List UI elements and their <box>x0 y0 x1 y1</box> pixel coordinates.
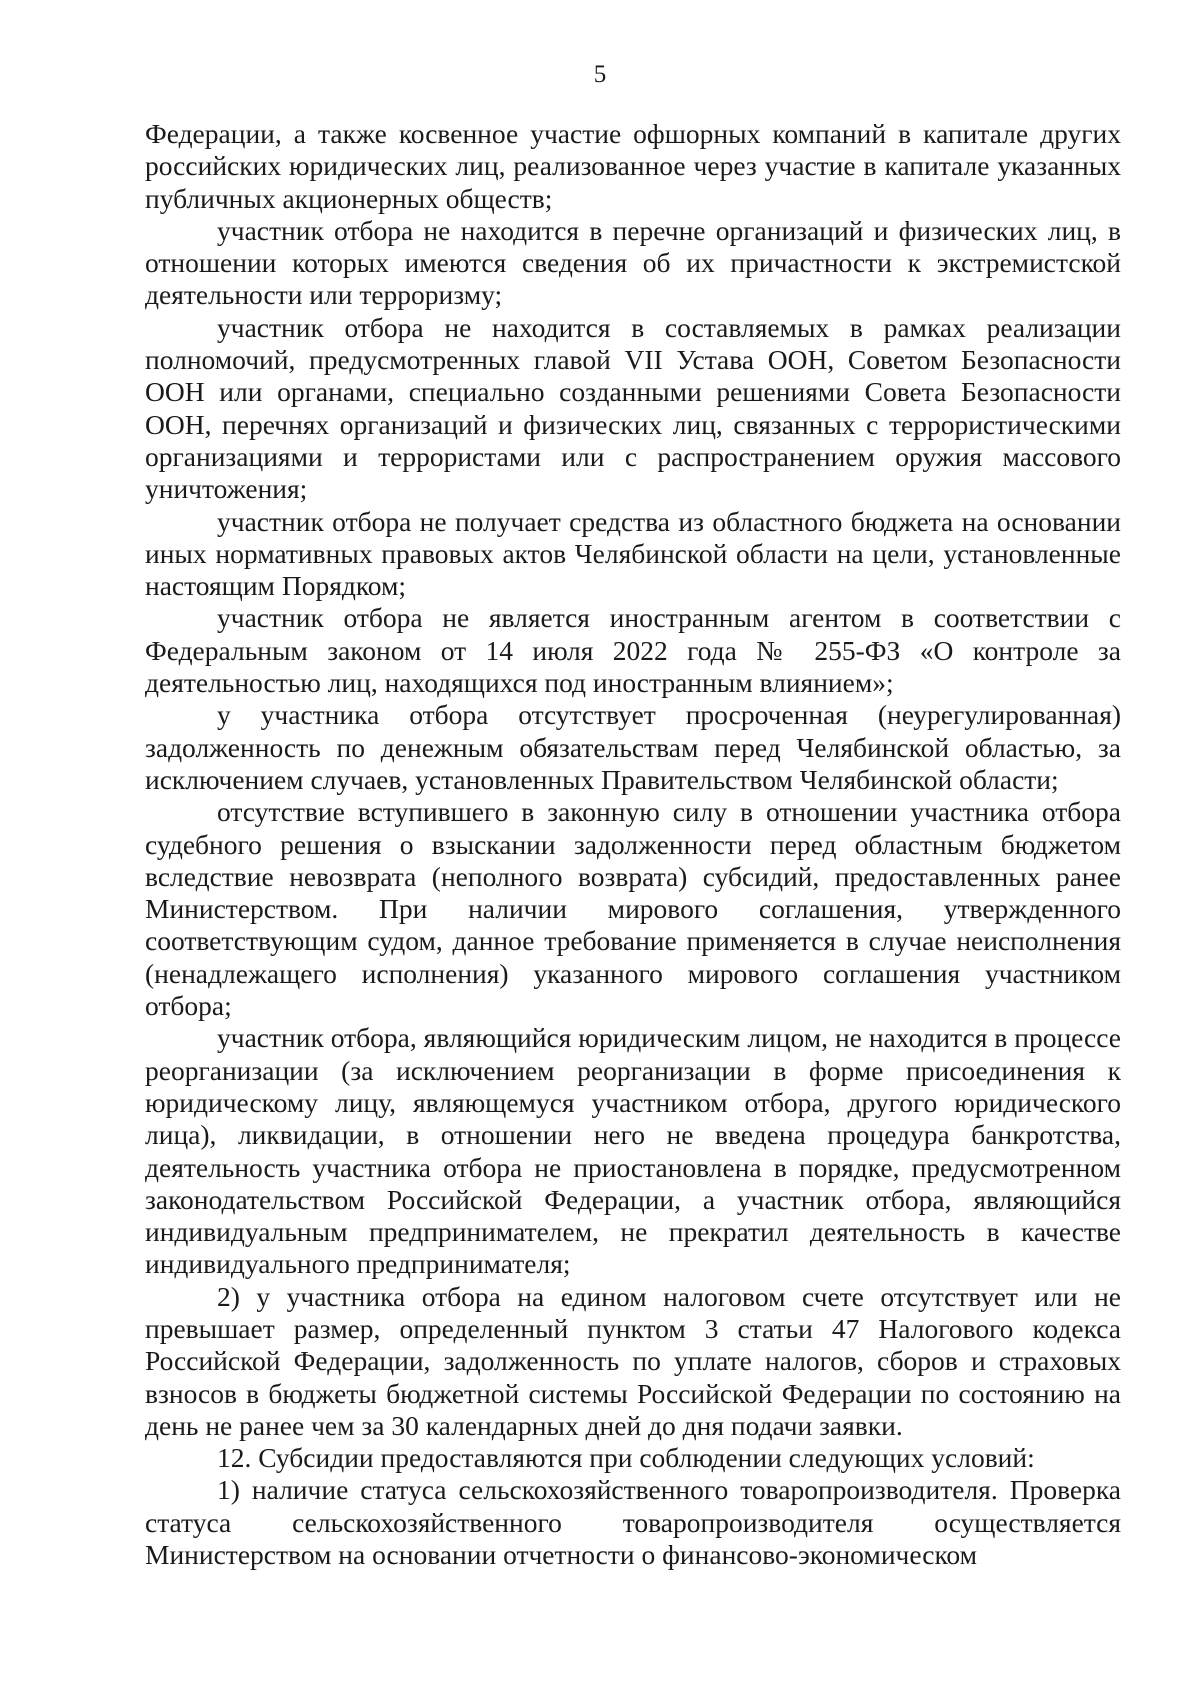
paragraph-court-decision: отсутствие вступившего в законную силу в отношении участника отбора судебного решения о взыскании задолженности перед областным бюджетом вследствие невозврата (неполного возврата) субсидий, предоставленных ранее Министерством. При наличии мирового соглашения, утвержденного соответствующим судом, данное требование применяется в случае неисполнения (ненадлежащего исполнения) указанного мирового соглашения участником отбора; <box>145 796 1121 1022</box>
paragraph-extremism-list: участник отбора не находится в перечне организаций и физических лиц, в отношении которых имеются сведения об их причастности к экстремистской деятельности или терроризму; <box>145 214 1121 311</box>
paragraph-regional-budget-funds: участник отбора не получает средства из областного бюджета на основании иных нормативных правовых актов Челябинской области на цели, установленные настоящим Порядком; <box>145 505 1121 602</box>
paragraph-section-12: 12. Субсидии предоставляются при соблюдении следующих условий: <box>217 1442 1035 1474</box>
page-number: 5 <box>593 61 607 88</box>
paragraph-reorganization: участник отбора, являющийся юридическим лицом, не находится в процессе реорганизации (за исключением реорганизации в форме присоединения к юридическому лицу, являющемуся участником отбора, другого юридического лица), ликвидации, в отношении него не введена процедура банкротства, деятельность участника отбора не приостановлена в порядке, предусмотренном законодательством Российской Федерации, а участник отбора, являющийся индивидуальным предпринимателем, не прекратил деятельность в качестве индивидуального предпринимателя; <box>145 1022 1121 1280</box>
paragraph-continuation: Федерации, а также косвенное участие офшорных компаний в капитале других российских юридических лиц, реализованное через участие в капитале указанных публичных акционерных обществ; <box>145 118 1121 214</box>
paragraph-overdue-debt: у участника отбора отсутствует просроченная (неурегулированная) задолженность по денежным обязательствам перед Челябинской областью, за исключением случаев, установленных Правительством Челябинской области; <box>145 699 1121 795</box>
paragraph-un-security-council: участник отбора не находится в составляемых в рамках реализации полномочий, предусмотренных главой VII Устава ООН, Советом Безопасности ООН или органами, специально созданными решениями Совета Безопасности ООН, перечнях организаций и физических лиц, связанных с террористическими организациями и террористами или с распространением оружия массового уничтожения; <box>145 311 1121 505</box>
paragraph-tax-debt: 2) у участника отбора на едином налоговом счете отсутствует или не превышает размер, определенный пунктом 3 статьи 47 Налогового кодекса Российской Федерации, задолженность по уплате налогов, сборов и страховых взносов в бюджеты бюджетной системы Российской Федерации по состоянию на день не ранее чем за 30 календарных дней до дня подачи заявки. <box>145 1280 1121 1441</box>
paragraph-producer-status: 1) наличие статуса сельскохозяйственного товаропроизводителя. Проверка статуса сельскохозяйственного товаропроизводителя осуществляется Министерством на основании отчетности о финансово-экономическом <box>145 1474 1121 1571</box>
document-body <box>145 118 1121 1571</box>
paragraph-foreign-agent: участник отбора не является иностранным агентом в соответствии с Федеральным законом от 14 июля 2022 года № 255-ФЗ «О контроле за деятельностью лиц, находящихся под иностранным влиянием»; <box>145 602 1121 699</box>
